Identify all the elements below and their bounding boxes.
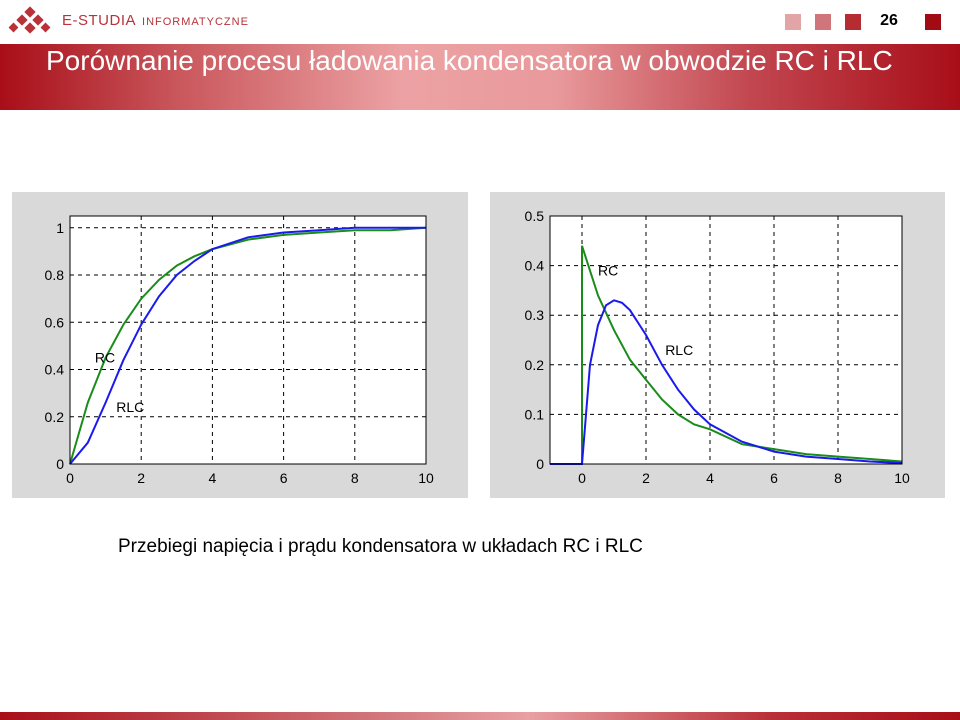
current-chart-x-tick-label: 2 <box>642 470 650 486</box>
brand-main: E-STUDIA <box>62 12 137 29</box>
current-chart-label-rc: RC <box>598 262 619 279</box>
current-chart-y-tick-label: 0 <box>536 456 544 472</box>
current-chart <box>490 192 945 498</box>
page-number: 26 <box>880 12 898 29</box>
current-chart-y-tick-label: 0.4 <box>524 257 544 274</box>
voltage-chart <box>12 192 468 498</box>
voltage-chart-y-tick-label: 0 <box>56 456 64 472</box>
voltage-chart-svg <box>12 192 468 498</box>
brand-sub: INFORMATYCZNE <box>142 16 249 28</box>
current-chart-y-tick-label: 0.2 <box>524 356 544 373</box>
slide-caption: Przebiegi napięcia i prądu kondensatora w układach RC i RLC <box>118 536 643 557</box>
nav-square-4[interactable] <box>925 14 941 30</box>
current-chart-label-rlc: RLC <box>665 341 694 358</box>
voltage-chart-x-tick-label: 6 <box>279 470 288 486</box>
voltage-chart-x-tick-label: 8 <box>350 470 359 486</box>
brand-logo-icon <box>8 6 56 40</box>
voltage-chart-y-tick-label: 0.4 <box>44 361 64 378</box>
voltage-chart-x-tick-label: 10 <box>418 470 434 486</box>
current-chart-y-tick-label: 0.3 <box>524 307 544 324</box>
voltage-chart-label-rlc: RLC <box>116 399 145 416</box>
slide-title: Porównanie procesu ładowania kondensatora w obwodzie RC i RLC <box>46 45 893 76</box>
voltage-chart-label-rc: RC <box>94 349 116 366</box>
current-chart-x-tick-label: 10 <box>894 470 910 486</box>
current-chart-y-tick-label: 0.1 <box>524 406 544 423</box>
title-banner <box>0 44 960 110</box>
nav-square-2[interactable] <box>815 14 831 30</box>
voltage-chart-x-tick-label: 0 <box>66 470 74 486</box>
voltage-chart-y-tick-label: 1 <box>56 219 64 236</box>
current-chart-y-tick-label: 0.5 <box>524 208 544 224</box>
brand-name <box>62 12 249 29</box>
nav-square-3[interactable] <box>845 14 861 30</box>
current-chart-svg <box>490 192 945 498</box>
nav-square-1[interactable] <box>785 14 801 30</box>
voltage-chart-y-tick-label: 0.8 <box>44 267 64 284</box>
footer-bar <box>0 712 960 720</box>
current-chart-x-tick-label: 0 <box>578 470 586 486</box>
current-chart-x-tick-label: 4 <box>706 470 714 486</box>
voltage-chart-plot-area <box>70 216 426 464</box>
voltage-chart-x-tick-label: 4 <box>208 470 217 486</box>
current-chart-x-tick-label: 6 <box>770 470 778 486</box>
voltage-chart-x-tick-label: 2 <box>137 470 146 486</box>
voltage-chart-y-tick-label: 0.6 <box>44 314 64 331</box>
current-chart-x-tick-label: 8 <box>834 470 842 486</box>
current-chart-plot-area <box>550 216 902 464</box>
voltage-chart-y-tick-label: 0.2 <box>44 408 64 425</box>
